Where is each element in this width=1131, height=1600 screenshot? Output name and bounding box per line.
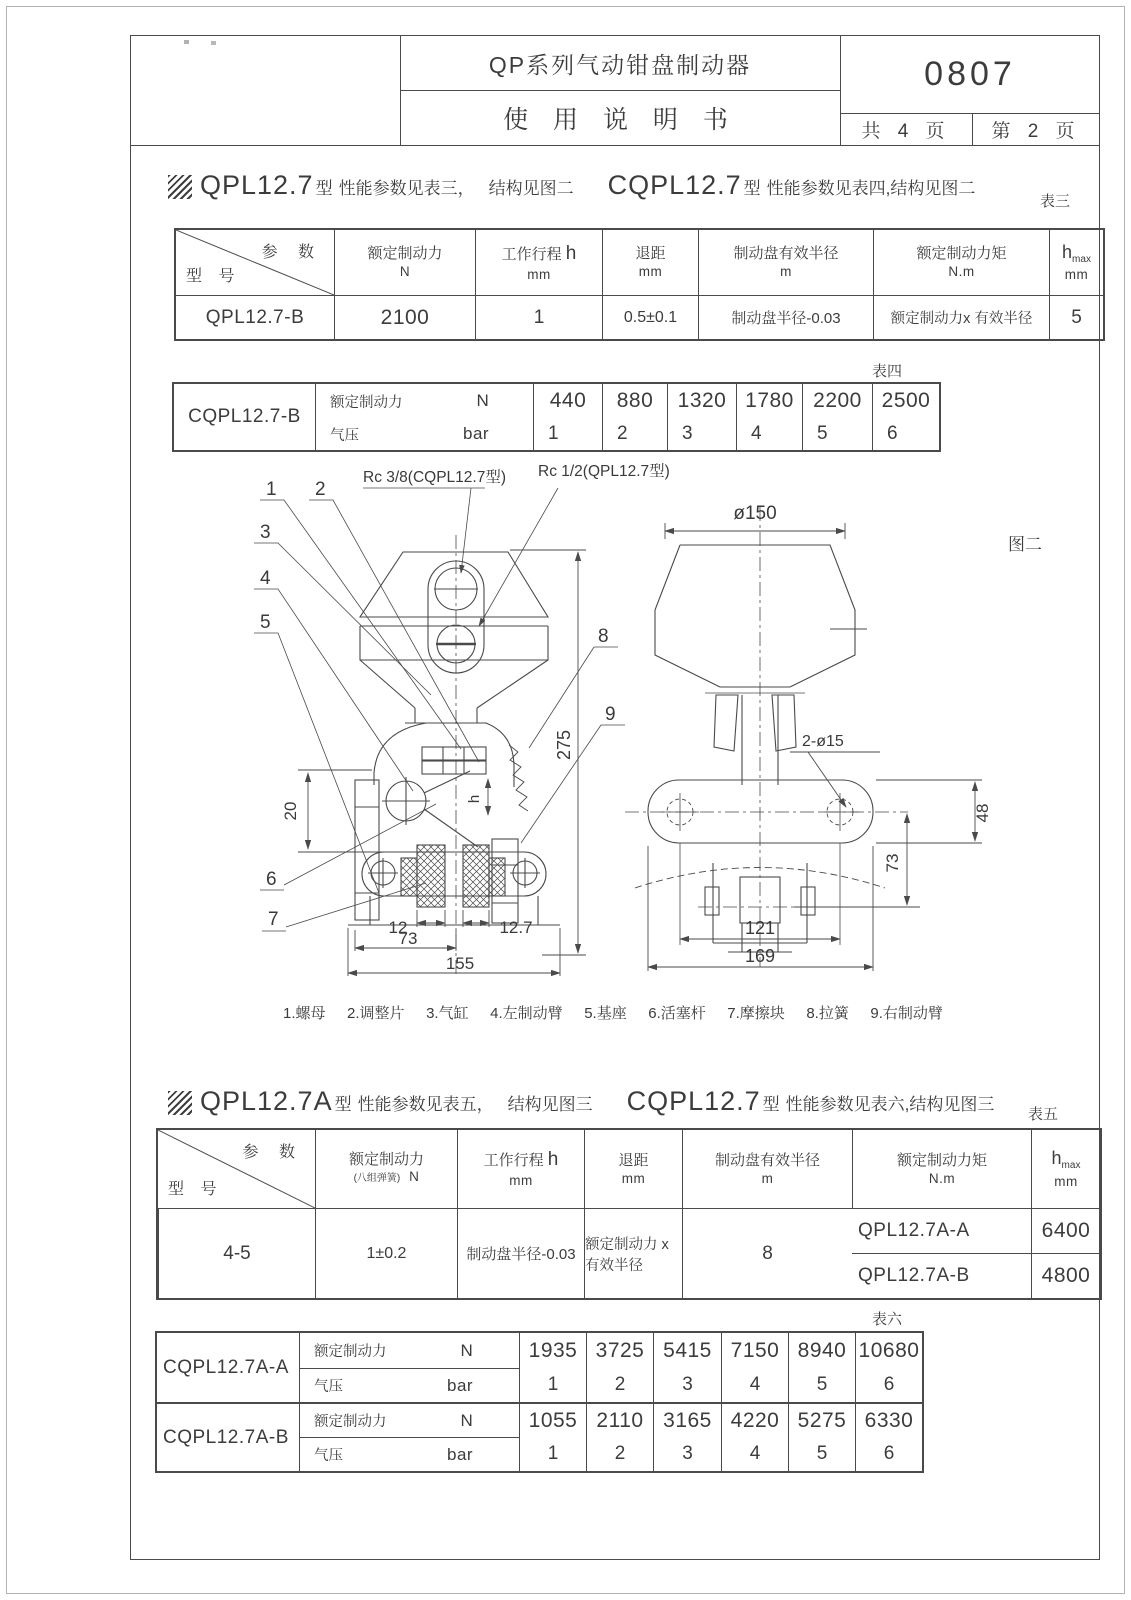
table5-shared-hmax: 8 (682, 1208, 852, 1298)
right-figure (625, 507, 908, 967)
dim-121: 121 (744, 918, 776, 938)
section2-model1: QPL12.7A (200, 1086, 333, 1116)
table3-row-model: QPL12.7-B (176, 295, 334, 339)
table5-header-force: 额定制动力 (八组弹簧) N (315, 1130, 457, 1208)
table5-shared-stroke: 4-5 (158, 1208, 315, 1298)
table4-force-value: 1780 (736, 384, 802, 418)
table6-groupB-model: CQPL12.7A-B (157, 1402, 299, 1471)
table6-cell: 3165 (653, 1402, 721, 1437)
table4-force-value: 1320 (667, 384, 736, 418)
table6-cell: 3 (653, 1368, 721, 1402)
table4-pressure-value: 5 (802, 418, 872, 450)
dim-73-right: 73 (883, 853, 902, 873)
pages-total: 共 4 页 (861, 121, 951, 142)
table6-cell: 3 (653, 1437, 721, 1471)
table6-cell: 7150 (721, 1333, 788, 1368)
part-item: 7.摩擦块 (727, 1005, 785, 1022)
section1-suffix2: 型 (743, 179, 761, 198)
dim-73-left: 73 (398, 929, 418, 948)
table6-cell: 1 (519, 1368, 586, 1402)
callout-3: 3 (260, 522, 271, 543)
table6-cell: 10680 (855, 1333, 922, 1368)
part-item: 9.右制动臂 (870, 1005, 943, 1022)
table6-cell: 5275 (788, 1402, 855, 1437)
dim-150: ø150 (733, 503, 777, 524)
table5-header-hmax: $h_{max}$ mm (1031, 1130, 1100, 1208)
section2-suffix2: 型 (762, 1095, 780, 1114)
section1-text1: 性能参数见表三， (338, 179, 475, 198)
callout-2: 2 (315, 479, 326, 500)
table3-row-torque: 额定制动力x 有效半径 (873, 295, 1049, 339)
table4-pressure-value: 3 (667, 418, 736, 450)
table5-rowB-force: 4800 (1031, 1253, 1100, 1298)
table4-pressure-value: 4 (736, 418, 802, 450)
doc-title: QP系列气动钳盘制动器 (488, 51, 752, 78)
section2-suffix1: 型 (334, 1095, 352, 1114)
callout-6: 6 (266, 869, 277, 890)
table3-header-hmax: $h_{max}$ mm (1049, 230, 1103, 295)
table4-force-value: 2200 (802, 384, 872, 418)
section1-model2: CQPL12.7 (607, 170, 742, 200)
callout-5: 5 (260, 612, 271, 633)
section2-text2: 结构见图三 (507, 1095, 593, 1114)
section2-text3: 性能参数见表六,结构见图三 (785, 1095, 995, 1114)
table3-row-retreat: 0.5±0.1 (602, 295, 698, 339)
table3-header-force: 额定制动力 N (334, 230, 475, 295)
section1-model1: QPL12.7 (200, 170, 314, 200)
table4 (172, 382, 941, 452)
table4-pressure-value: 1 (533, 418, 602, 450)
table6-groupA-pressure-name: 气压 bar (299, 1368, 519, 1402)
table6-cell: 5 (788, 1437, 855, 1471)
rc-label-2: Rc 1/2(QPL12.7型) (538, 463, 670, 480)
table5-shared-torque: 额定制动力 x 有效半径 (584, 1208, 682, 1298)
dim-2x15: 2-ø15 (802, 733, 844, 750)
table6 (155, 1331, 924, 1473)
dim-12-7: 12.7 (499, 918, 533, 937)
table4-pressure-name: 气压 bar (315, 418, 533, 450)
table6-cell: 1 (519, 1437, 586, 1471)
table5-rowA-model: QPL12.7A-A (852, 1208, 1031, 1253)
table3 (174, 228, 1105, 341)
table6-cell: 6 (855, 1437, 922, 1471)
hatch-square-icon (168, 1091, 192, 1115)
table5-shared-radius: 制动盘半径-0.03 (457, 1208, 584, 1298)
table3-header-stroke: 工作行程 h mm (475, 230, 602, 295)
table5-header-stroke: 工作行程 h mm (457, 1130, 584, 1208)
table6-cell: 5415 (653, 1333, 721, 1368)
table4-label: 表四 (872, 363, 903, 380)
callout-7: 7 (268, 909, 279, 930)
part-item: 6.活塞杆 (648, 1005, 706, 1022)
callout-1: 1 (266, 479, 277, 500)
part-item: 4.左制动臂 (490, 1005, 563, 1022)
table4-force-value: 880 (602, 384, 667, 418)
table4-pressure-value: 2 (602, 418, 667, 450)
table6-groupB-pressure-name: 气压 bar (299, 1437, 519, 1471)
doc-subtitle: 使 用 说 明 书 (503, 106, 737, 134)
dim-155: 155 (445, 954, 475, 973)
section1-suffix1: 型 (315, 179, 333, 198)
part-item: 3.气缸 (426, 1005, 469, 1022)
part-item: 1.螺母 (283, 1005, 326, 1022)
left-figure-dimensions (298, 550, 586, 976)
rc-label-1: Rc 3/8(CQPL12.7型) (363, 469, 506, 486)
table6-cell: 5 (788, 1368, 855, 1402)
stray-mark (184, 40, 189, 44)
dim-169: 169 (744, 946, 776, 966)
table5-header-radius: 制动盘有效半径 m (682, 1130, 852, 1208)
table4-force-name: 额定制动力 N (315, 384, 533, 418)
table6-cell: 2110 (586, 1402, 653, 1437)
corner-param-label: 参 数 (242, 1144, 303, 1161)
table6-cell: 2 (586, 1437, 653, 1471)
table4-pressure-value: 6 (872, 418, 939, 450)
dim-275: 275 (554, 729, 574, 761)
header-bottom-line (130, 145, 1100, 146)
part-item: 2.调整片 (347, 1005, 405, 1022)
doc-code: 0807 (924, 54, 1016, 93)
table5-rowB-model: QPL12.7A-B (852, 1253, 1031, 1298)
table5-corner-cell (158, 1130, 315, 1208)
dim-20: 20 (281, 801, 300, 821)
table5-header-retreat: 退距 mm (584, 1130, 682, 1208)
table6-cell: 1055 (519, 1402, 586, 1437)
table5-shared-retreat: 1±0.2 (315, 1208, 457, 1298)
table4-model: CQPL12.7-B (188, 406, 301, 427)
callout-9: 9 (605, 704, 616, 725)
table3-row-force: 2100 (334, 295, 475, 339)
corner-model-label: 型 号 (168, 1181, 223, 1198)
section1-heading (168, 170, 975, 204)
table5-label: 表五 (1028, 1106, 1059, 1123)
section2-heading (168, 1086, 994, 1120)
table6-cell: 4 (721, 1368, 788, 1402)
figure2-drawing (130, 455, 1100, 1000)
table3-label: 表三 (1040, 193, 1071, 210)
hatch-square-icon (168, 175, 192, 199)
table6-label: 表六 (872, 1311, 903, 1328)
table3-row-stroke: 1 (475, 295, 602, 339)
left-figure (348, 535, 560, 975)
table6-cell: 2 (586, 1368, 653, 1402)
table6-cell: 1935 (519, 1333, 586, 1368)
table4-force-value: 2500 (872, 384, 939, 418)
page-current: 第 2 页 (991, 121, 1081, 142)
table5 (156, 1128, 1102, 1300)
table6-cell: 3725 (586, 1333, 653, 1368)
section2-model2: CQPL12.7 (626, 1086, 761, 1116)
table3-corner-cell (176, 230, 334, 295)
table6-groupB-force-name: 额定制动力 N (299, 1402, 519, 1437)
table6-cell: 4 (721, 1437, 788, 1471)
callout-8: 8 (598, 626, 609, 647)
dim-12: 12 (388, 918, 408, 937)
table6-cell: 8940 (788, 1333, 855, 1368)
part-item: 5.基座 (584, 1005, 627, 1022)
dim-h: h (466, 794, 483, 804)
table6-cell: 4220 (721, 1402, 788, 1437)
table6-groupA-model: CQPL12.7A-A (163, 1356, 289, 1378)
table3-header-retreat: 退距 mm (602, 230, 698, 295)
table3-row-radius: 制动盘半径-0.03 (698, 295, 873, 339)
section1-text3: 性能参数见表四,结构见图二 (766, 179, 976, 198)
section1-text2: 结构见图二 (488, 179, 574, 198)
table5-header-torque: 额定制动力矩 N.m (852, 1130, 1031, 1208)
section2-text1: 性能参数见表五， (357, 1095, 494, 1114)
table3-row-hmax: 5 (1049, 295, 1103, 339)
corner-param-label: 参 数 (261, 244, 322, 261)
corner-model-label: 型 号 (186, 268, 241, 285)
table6-cell: 6 (855, 1368, 922, 1402)
table4-force-value: 440 (533, 384, 602, 418)
callout-4: 4 (260, 568, 271, 589)
stray-mark (211, 41, 216, 45)
header-divider-h1 (400, 90, 840, 91)
table3-header-torque: 额定制动力矩 N.m (873, 230, 1049, 295)
figure2-label: 图二 (1008, 535, 1042, 554)
dim-48: 48 (973, 803, 992, 823)
table6-cell: 6330 (855, 1402, 922, 1437)
table3-header-radius: 制动盘有效半径 m (698, 230, 873, 295)
part-item: 8.拉簧 (806, 1005, 849, 1022)
parts-legend (283, 1002, 943, 1023)
table5-rowA-force: 6400 (1031, 1208, 1100, 1253)
table6-groupA-force-name: 额定制动力 N (299, 1333, 519, 1368)
